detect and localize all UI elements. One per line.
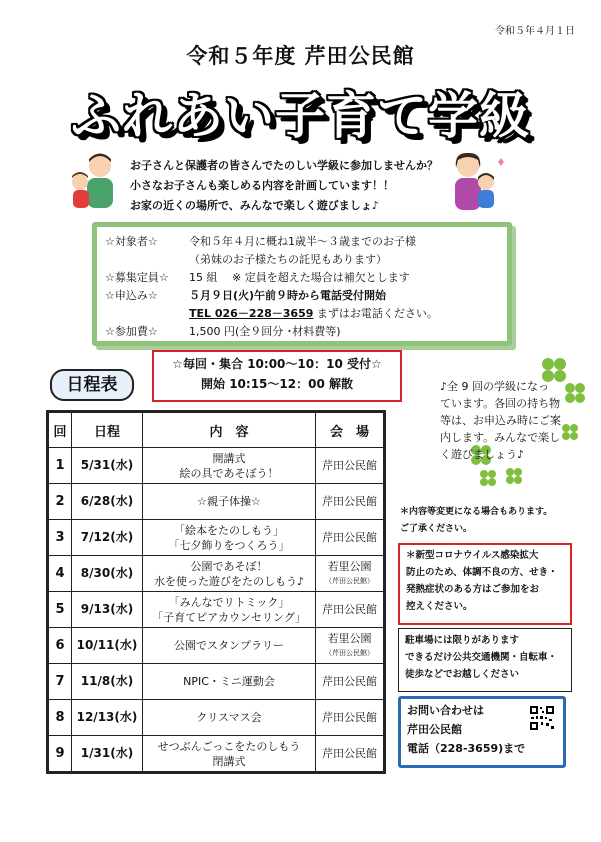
venue-name: 芹田公民館 [322,747,377,760]
intro-line: お子さんと保護者の皆さんでたのしい学級に参加しませんか？ [130,159,438,172]
session-content-line: NPIC・ミニ運動会 [183,675,275,688]
table-row [48,520,385,556]
info-box [92,222,512,346]
target-row [105,233,416,249]
venue-name: 芹田公民館 [322,603,377,616]
target-value: 令和５年４月に概ね1歳半～３歳までのお子様 [189,235,416,248]
table-row [48,448,385,484]
schedule-label: 日程表 [50,369,134,401]
session-venue [316,556,385,592]
session-venue [316,520,385,556]
session-content-line: 公園であそぼ！ [190,559,268,573]
session-content [143,556,316,592]
warning-line: 発熱症状のある方はご参加をお [406,584,540,595]
contact-box [398,696,566,768]
target-note: （弟妹のお子様たちの託児もあります） [189,253,387,266]
table-row [48,736,385,773]
session-date: 7/12(水) [72,520,143,556]
capacity-row [105,269,410,285]
fee-row [105,323,341,339]
session-venue [316,700,385,736]
session-date: 11/8(水) [72,664,143,700]
session-content [143,628,316,664]
change-note [400,504,580,538]
session-content [143,664,316,700]
table-row [48,664,385,700]
session-venue [316,448,385,484]
venue-name: 若里公園 [327,559,372,573]
program-note-line: ています。各回の持ち物 [440,397,561,410]
covid-warning-box [398,543,572,625]
warning-line: 控えください。 [406,601,473,612]
fee-value: 1,500 円(全９回分 ･材料費等) [189,325,341,338]
session-number: 4 [48,556,72,592]
session-content [143,448,316,484]
contact-line-3: 電話（228-3659)まで [407,742,526,755]
table-row [48,628,385,664]
intro-line: 小さなお子さんも楽しめる内容を計画しています！！ [130,179,394,192]
table-row [48,592,385,628]
header-no: 回 [48,412,72,448]
tel-number: TEL 026－228－3659 [189,307,314,320]
session-number: 3 [48,520,72,556]
session-number: 7 [48,664,72,700]
session-number: 9 [48,736,72,773]
time-line-2: 開始 10:15～12：00 解散 [201,377,353,391]
contact-line-1: お問い合わせは [407,704,484,717]
session-number: 2 [48,484,72,520]
session-number: 5 [48,592,72,628]
program-note-line: 内します。みんなで楽し [440,431,561,444]
family-illustration-right [440,150,510,216]
session-content [143,700,316,736]
venue-name: 芹田公民館 [322,711,377,724]
session-date: 9/13(水) [72,592,143,628]
program-note [440,378,580,463]
apply-label: ☆申込み☆ [105,289,158,302]
session-number: 1 [48,448,72,484]
session-content [143,484,316,520]
program-note-line: く遊びましょう♪ [440,448,525,461]
warning-line: 防止のため、体調不良の方、せき・ [406,567,558,578]
schedule-header-row [48,412,385,448]
session-number: 6 [48,628,72,664]
session-content-line: 「絵本をたのしもう」 [174,523,284,537]
time-box [152,350,402,402]
venue-name: 芹田公民館 [322,495,377,508]
table-row [48,484,385,520]
time-line-1: ☆毎回・集合 10:00～10：10 受付☆ [172,357,382,371]
session-venue [316,664,385,700]
session-venue [316,628,385,664]
session-content [143,520,316,556]
session-content-line: 「みんなでリトミック」 [168,595,290,609]
table-row [48,700,385,736]
venue-name: 芹田公民館 [322,531,377,544]
session-date: 5/31(水) [72,448,143,484]
venue-name: 芹田公民館 [322,675,377,688]
venue-name: 若里公園 [327,631,372,645]
session-date: 1/31(水) [72,736,143,773]
header-content: 内 容 [143,412,316,448]
session-content [143,736,316,773]
session-date: 12/13(水) [72,700,143,736]
session-content-line: 水を使った遊びをたのしもう♪ [153,574,305,588]
venue-name: 芹田公民館 [322,459,377,472]
apply-row [105,287,386,303]
parking-box [398,628,572,692]
intro-text [130,156,438,216]
session-content-line: ☆親子体操☆ [197,495,261,508]
parking-line: 徒歩などでお越しください [405,669,520,680]
session-content-line: クリスマス会 [196,711,262,724]
tel-note: まずはお電話ください。 [316,307,438,320]
session-content-line: せつぶんごっこをたのしもう [157,739,301,753]
change-note-line: ご了承ください。 [400,524,473,534]
session-content [143,592,316,628]
change-note-line: ＊内容等変更になる場合もあります。 [400,507,553,517]
session-content-line: 「子育てピアカウンセリング」 [152,610,306,624]
session-date: 6/28(水) [72,484,143,520]
session-date: 10/11(水) [72,628,143,664]
session-venue [316,592,385,628]
session-venue [316,736,385,773]
page-title: ふれあい子育て学級 [71,87,530,145]
session-content-line: 絵の具であそぼう！ [179,466,279,480]
capacity-value: 15 組 ※ 定員を超えた場合は補欠とします [189,271,410,284]
table-row [48,556,385,592]
session-date: 8/30(水) [72,556,143,592]
capacity-label: ☆募集定員☆ [105,271,169,284]
schedule-table [46,410,386,774]
header-date: 日程 [72,412,143,448]
page-subtitle: 令和５年度 芹田公民館 [186,44,415,68]
parking-line: 駐車場には限りがあります [405,635,520,646]
apply-value: ５月９日(火)午前９時から電話受付開始 [189,289,387,302]
session-content-line: 「七夕飾りをつくろう」 [168,538,290,552]
session-content-line: 閉講式 [212,754,246,768]
header-venue: 会 場 [316,412,385,448]
tel-row [189,305,438,321]
venue-sub: （芹田公民館） [325,576,374,585]
family-illustration-left [60,150,130,216]
warning-line: ＊新型コロナウイルス感染拡大 [406,550,539,561]
session-content-line: 開講式 [212,451,246,465]
session-venue [316,484,385,520]
venue-sub: （芹田公民館） [325,648,374,657]
program-note-line: ♪全 9 回の学級になっ [440,380,550,393]
target-label: ☆対象者☆ [105,235,158,248]
qr-code-icon[interactable] [529,705,555,731]
intro-line: お家の近くの場所で、みんなで楽しく遊びましょ♪ [130,199,379,212]
session-content-line: 公園でスタンプラリー [174,639,284,652]
program-note-line: 等は、お申込み時にご案 [440,414,561,427]
contact-line-2: 芹田公民館 [407,723,462,736]
parking-line: できるだけ公共交通機関・自転車・ [405,652,558,663]
session-number: 8 [48,700,72,736]
issue-date: 令和５年４月１日 [495,26,575,37]
fee-label: ☆参加費☆ [105,325,158,338]
